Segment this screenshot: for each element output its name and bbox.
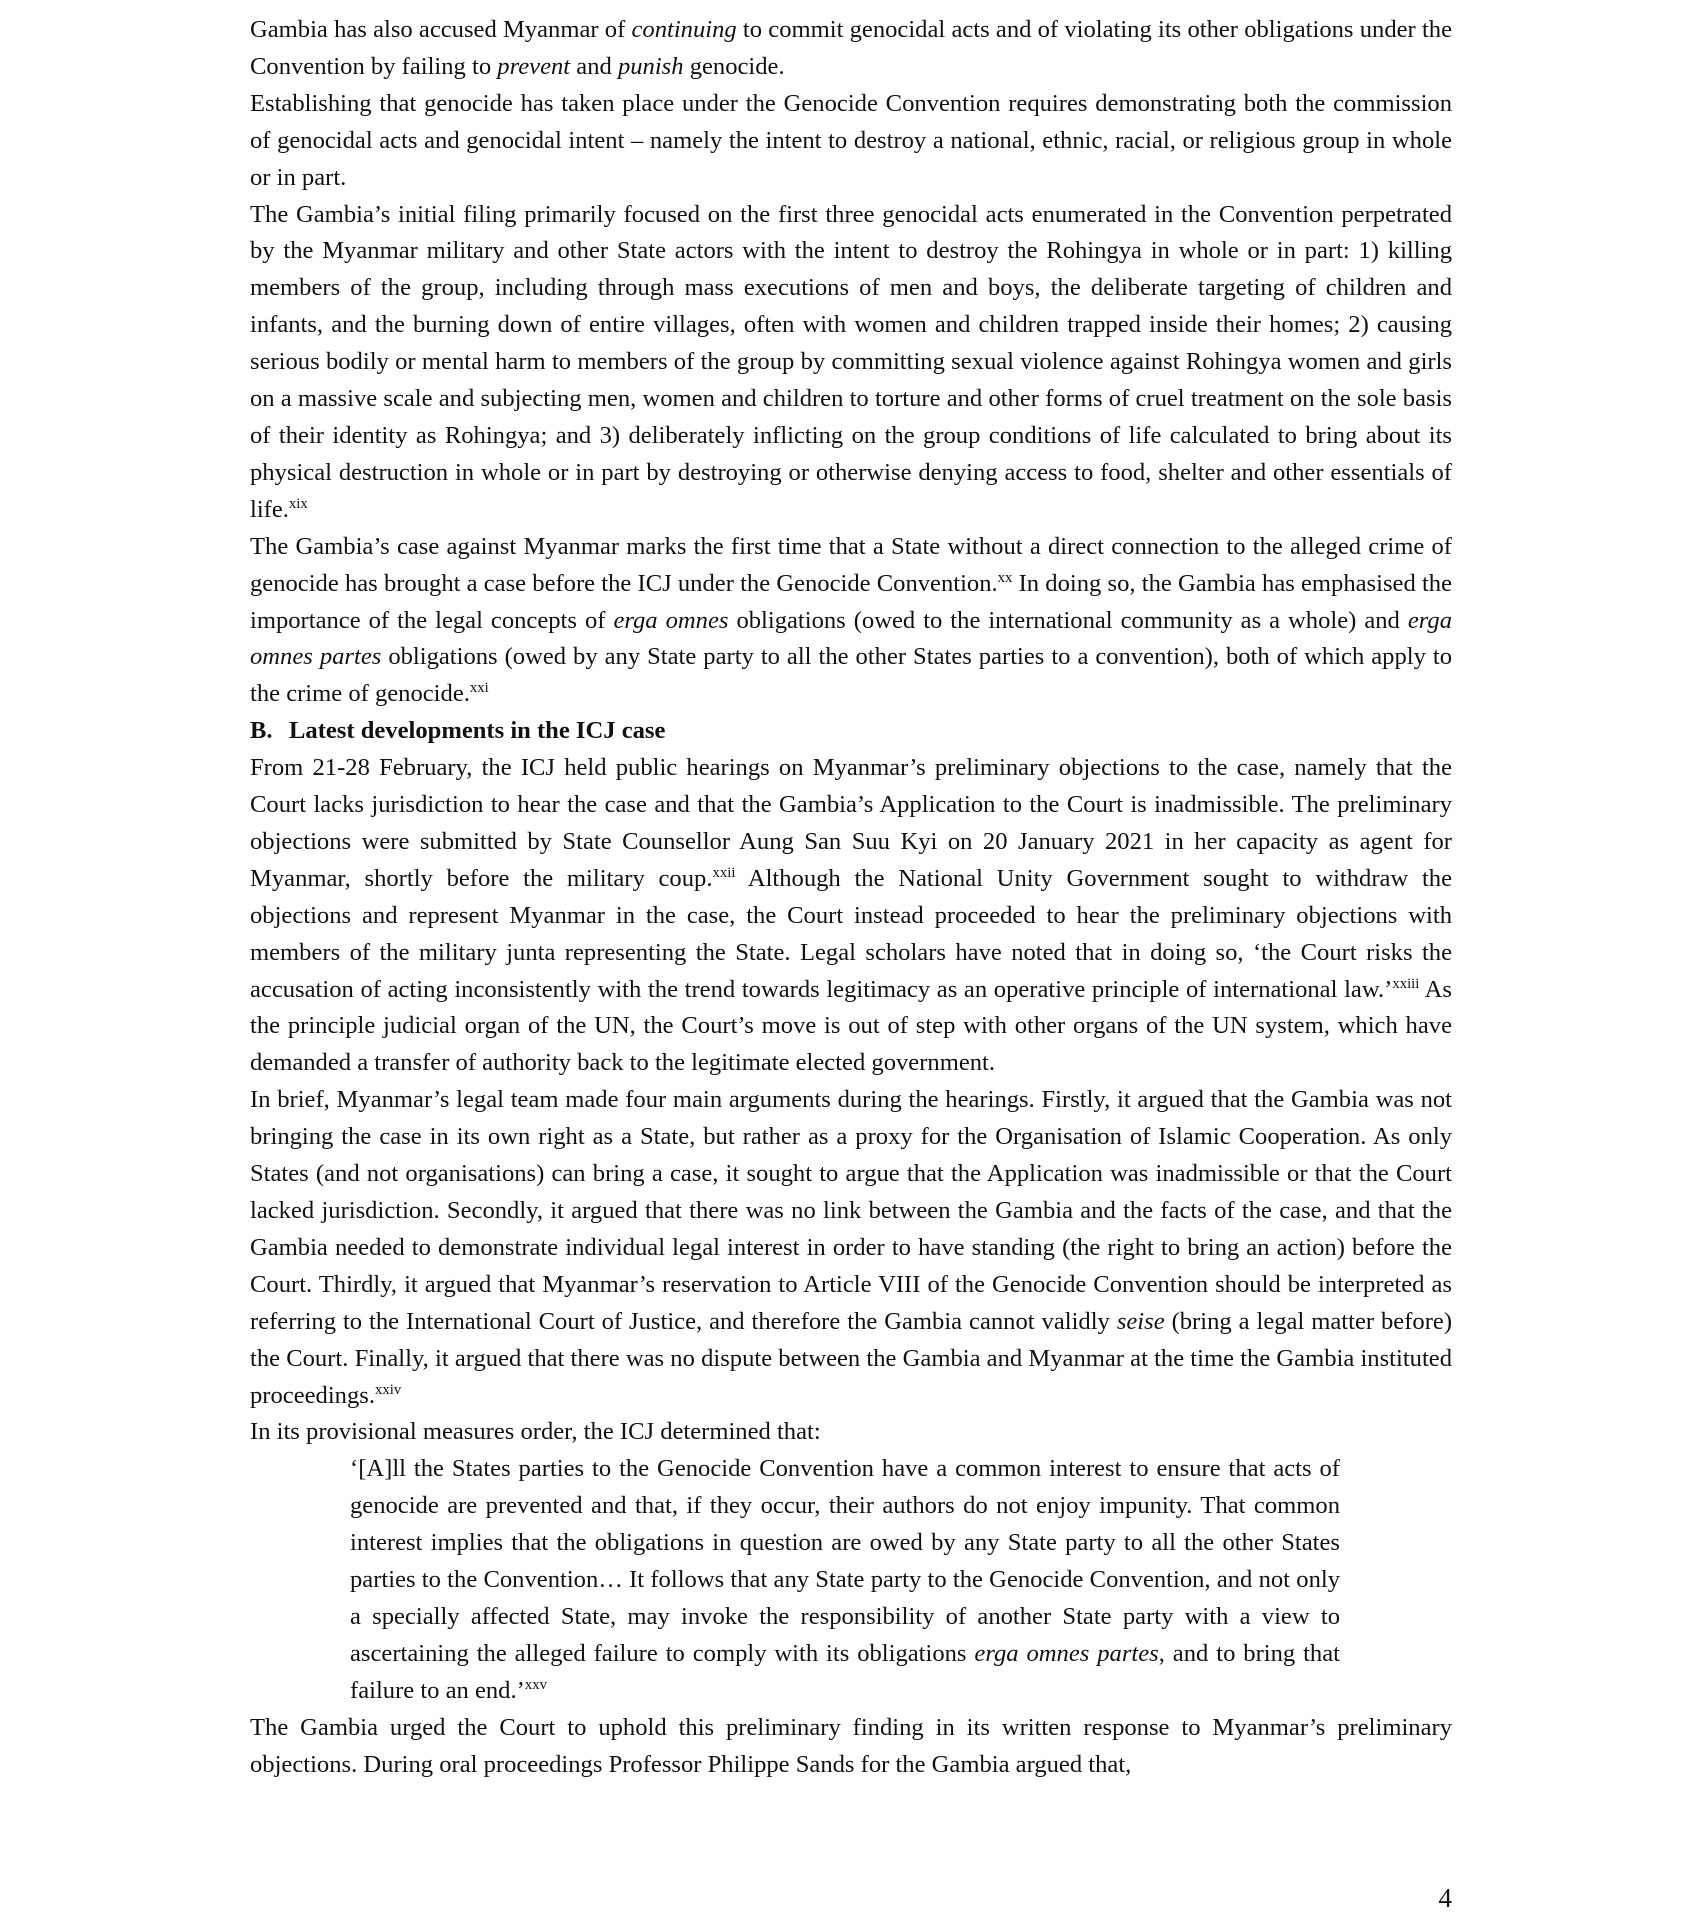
text-run: The Gambia’s initial filing primarily focused on the first three genocidal acts enumerated in the Convention perpetrated by the Myanmar military and other State actors with the intent to destroy the Rohingya in whole or in part: 1) killing members of the group, including through mass executions of men and boys, the deliberate targeting of children and infants, and the burning down of entire villages, often with women and children trapped inside their homes; 2) causing serious bodily or mental harm to members of the group by committing sexual violence against Rohingya women and girls on a massive scale and subjecting men, women and children to torture and other forms of cruel treatment on the sole basis of their identity as Rohingya; and 3) deliberately inflicting on the group conditions of life calculated to bring about its physical destruction in whole or in part by destroying or otherwise denying access to food, shelter and other essentials of life. <box>250 200 1452 523</box>
body-paragraph <box>250 197 1452 529</box>
footnote-marker: xxv <box>524 1676 547 1693</box>
italic-term: continuing <box>631 16 737 43</box>
text-run: From 21-28 February, the ICJ held public hearings on Myanmar’s preliminary objections to the case, namely that the Court lacks jurisdiction to hear the case and that the Gambia’s Application to the Court is inadmissible. The preliminary objections were submitted by State Counsellor Aung San Suu Kyi on 20 January 2021 in her capacity as agent for Myanmar, shortly before the military coup. <box>250 754 1452 892</box>
section-heading <box>250 713 1452 750</box>
text-run: Although the National Unity Government sought to withdraw the objections and represent Myanmar in the case, the Court instead proceeded to hear the preliminary objections with members of the military junta representing the State. Legal scholars have noted that in doing so, ‘the Court risks the accusation of acting inconsistently with the trend towards legitimacy as an operative principle of international law.’ <box>250 864 1452 1003</box>
page-number: 4 <box>1438 1883 1452 1913</box>
intro-section <box>250 12 1452 713</box>
block-quote <box>350 1451 1340 1709</box>
italic-term: erga omnes partes <box>250 606 1452 671</box>
text-run: genocide. <box>683 52 785 80</box>
text-run: The Gambia’s case against Myanmar marks the first time that a State without a direct connection to the alleged crime of genocide has brought a case before the ICJ under the Genocide Convention. <box>250 532 1452 597</box>
footnote-marker: xxii <box>712 864 736 881</box>
developments-section <box>250 750 1452 1451</box>
text-run: (bring a legal matter before) the Court. Finally, it argued that there was no dispute between the Gambia and Myanmar at the time the Gambia instituted proceedings. <box>250 1307 1453 1409</box>
footnote-marker: xix <box>288 495 308 512</box>
text-run: , and to bring that failure to an end.’ <box>350 1639 1340 1704</box>
text-run: As the principle judicial organ of the UN, the Court’s move is out of step with other organs of the UN system, which have demanded a transfer of authority back to the legitimate elected government. <box>250 975 1452 1077</box>
text-run: In brief, Myanmar’s legal team made four main arguments during the hearings. Firstly, it argued that the Gambia was not bringing the case in its own right as a State, but rather as a proxy for the Organisation of Islamic Cooperation. As only States (and not organisations) can bring a case, it sought to argue that the Application was inadmissible or that the Court lacked jurisdiction. Secondly, it argued that there was no link between the Gambia and the facts of the case, and that the Gambia needed to demonstrate individual legal interest in order to have standing (the right to bring an action) before the Court. Thirdly, it argued that Myanmar’s reservation to Article VIII of the Genocide Convention should be interpreted as referring to the International Court of Justice, and therefore the Gambia cannot validly <box>250 1086 1452 1335</box>
text-run: The Gambia urged the Court to uphold this preliminary finding in its written response to Myanmar’s preliminary objections. During oral proceedings Professor Philippe Sands for the Gambia argued that, <box>250 1713 1452 1778</box>
italic-term: seise <box>1116 1307 1165 1335</box>
closing-paragraph <box>250 1710 1452 1784</box>
text-run: In its provisional measures order, the ICJ determined that: <box>250 1418 821 1446</box>
text-run: Gambia has also accused Myanmar of <box>250 16 632 43</box>
italic-term: erga omnes partes <box>974 1639 1159 1667</box>
footnote-marker: xxi <box>469 680 489 697</box>
section-heading-text: Latest developments in the ICJ case <box>289 717 666 745</box>
italic-term: erga omnes <box>613 606 729 634</box>
text-run: Establishing that genocide has taken place under the Genocide Convention requires demonstrating both the commission of genocidal acts and genocidal intent – namely the intent to destroy a national, ethnic, racial, or religious group in whole or in part. <box>250 89 1452 191</box>
document-page <box>250 12 1452 1784</box>
footnote-marker: xx <box>997 569 1013 586</box>
footnote-marker: xxiv <box>374 1381 402 1398</box>
text-run: and <box>570 52 618 80</box>
body-paragraph <box>250 750 1452 1082</box>
text-run: In doing so, the Gambia has emphasised the importance of the legal concepts of <box>250 569 1452 634</box>
body-paragraph <box>250 1082 1452 1414</box>
italic-term: prevent <box>497 52 571 80</box>
body-paragraph <box>250 529 1452 714</box>
text-run: ‘[A]ll the States parties to the Genocide Convention have a common interest to ensure that acts of genocide are prevented and that, if they occur, their authors do not enjoy impunity. That common interest implies that the obligations in question are owed by any State party to all the other States parties to the Convention… It follows that any State party to the Genocide Convention, and not only a specially affected State, may invoke the responsibility of another State party with a view to ascertaining the alleged failure to comply with its obligations <box>350 1455 1340 1667</box>
text-run: to commit genocidal acts and of violating its other obligations under the Convention by failing to <box>250 16 1452 80</box>
footnote-marker: xxiii <box>1392 975 1420 992</box>
italic-term: punish <box>617 52 684 80</box>
body-paragraph <box>250 1414 1452 1451</box>
body-paragraph <box>250 12 1452 86</box>
section-heading-number: B. <box>250 717 273 745</box>
text-run: obligations (owed to the international community as a whole) and <box>728 606 1408 634</box>
text-run: obligations (owed by any State party to all the other States parties to a convention), both of which apply to the crime of genocide. <box>250 643 1452 708</box>
body-paragraph <box>250 86 1452 197</box>
